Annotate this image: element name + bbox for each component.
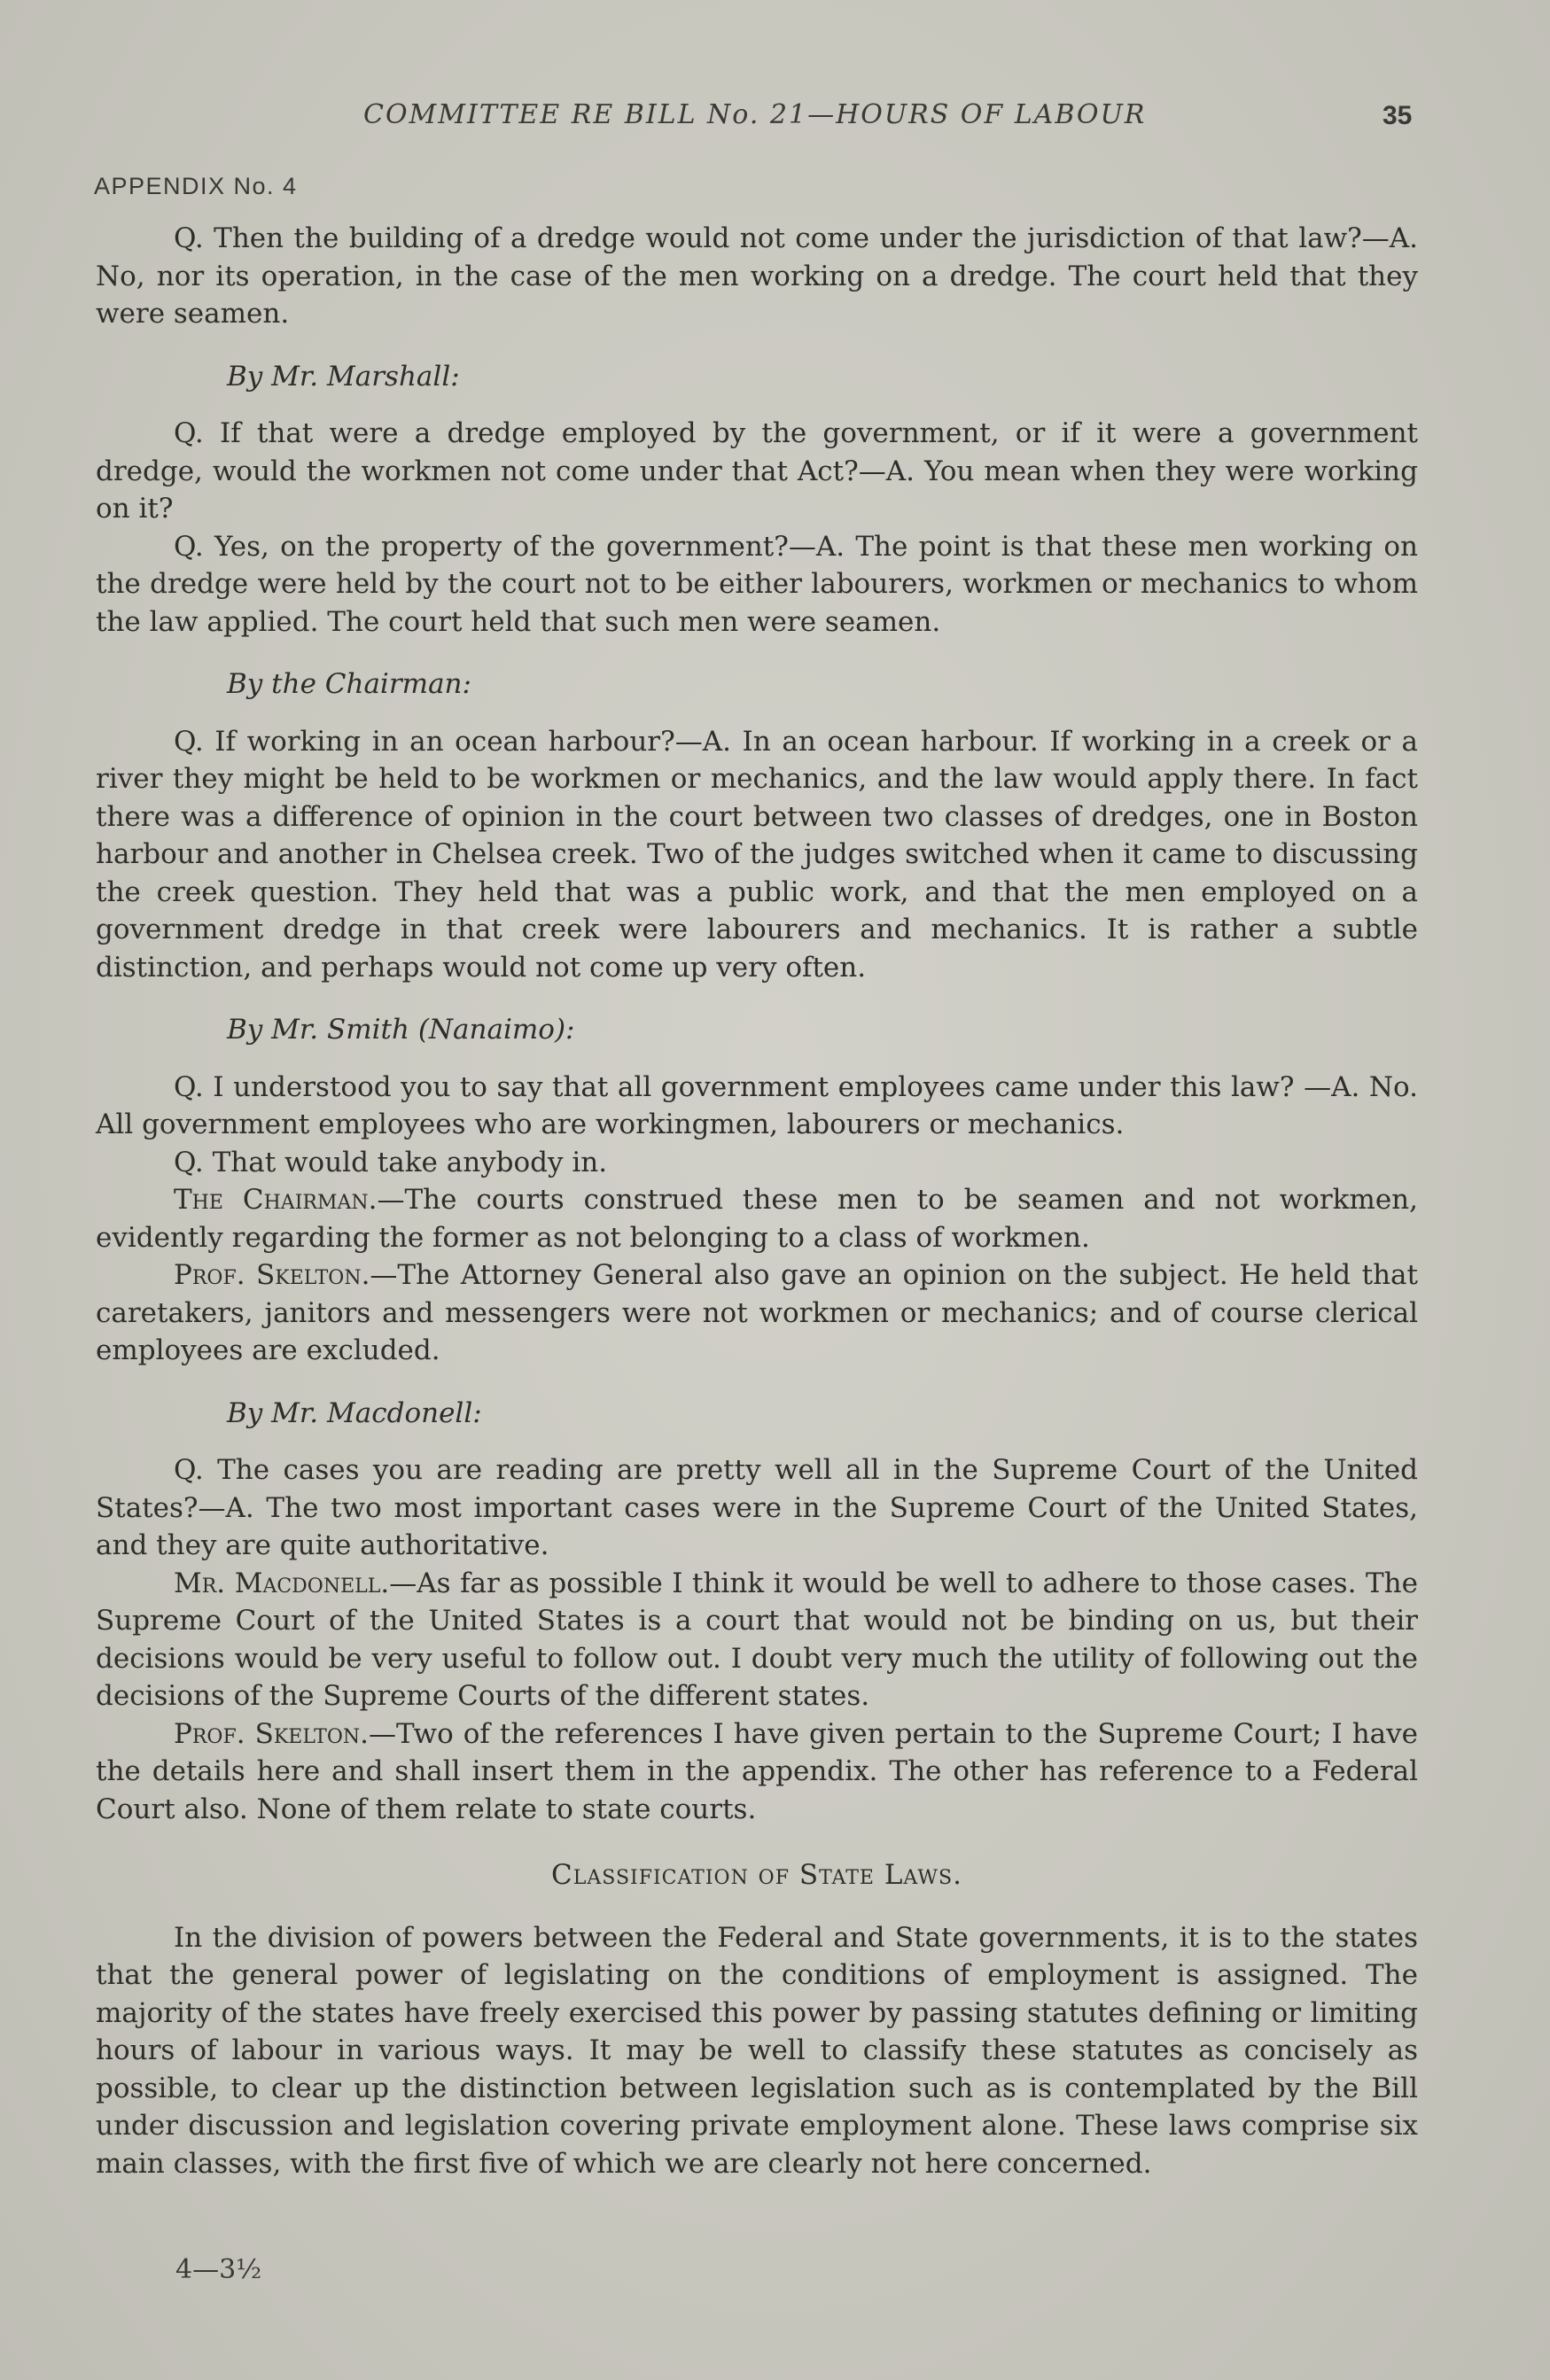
speaker-paragraph <box>96 1256 1418 1370</box>
speaker-paragraph <box>96 1715 1418 1829</box>
speaker-text: —The courts construed these men to be seamen and not workmen, evidently regarding the former as not belonging to a class of workmen. <box>96 1184 1418 1254</box>
paragraph: In the division of powers between the Federal and State governments, it is to the states that the general power of legislating on the conditions of employment is assigned. The majority of the states have freely exercised this power by passing statutes defining or limiting hours of labour in various ways. It may be well to classify these statutes as concisely as possible, to clear up the distinction between legislation such as is contemplated by the Bill under discussion and legislation covering private employment alone. These laws comprise six main classes, with the first five of which we are clearly not here concerned. <box>96 1921 1418 2180</box>
page-header <box>0 99 1550 135</box>
paragraph: Q. If that were a dredge employed by the government, or if it were a government dredge, would the workmen not come under that Act?—A. You mean when they were working on it? <box>96 417 1418 525</box>
page-number: 35 <box>1383 101 1413 130</box>
paragraph: Q. Then the building of a dredge would not come under the jurisdiction of that law?—A. No, nor its operation, in the case of the men working on a dredge. The court held that they were seamen. <box>96 222 1418 330</box>
speaker-text: —The Attorney General also gave an opinion on the subject. He held that caretakers, janitors and messengers were not workmen or mechanics; and of course clerical employees are excluded. <box>96 1259 1418 1366</box>
speaker-text: —As far as possible I think it would be well to adhere to those cases. The Supreme Court of the United States is a court that would not be binding on us, but their decisions would be very useful to follow out. I doubt very much the utility of following out the decisions of the Supreme Courts of the different states. <box>96 1567 1418 1712</box>
speaker-name: Prof. Skelton. <box>174 1717 369 1750</box>
running-title: COMMITTEE RE BILL No. 21—HOURS OF LABOUR <box>363 99 1147 130</box>
signature-mark: 4—3½ <box>175 2254 262 2285</box>
paragraph: Q. That would take anybody in. <box>174 1146 608 1178</box>
paragraph: Q. The cases you are reading are pretty well all in the Supreme Court of the United States?—A. The two most important cases were in the Supreme Court of the United States, and they are quite authoritative. <box>96 1454 1418 1561</box>
speaker-paragraph <box>96 1565 1418 1715</box>
byline: By Mr. Macdonell: <box>227 1396 482 1429</box>
speaker-name: Prof. Skelton. <box>174 1259 370 1291</box>
speaker-text: —Two of the references I have given pertain to the Supreme Court; I have the details here and shall insert them in the appendix. The other has reference to a Federal Court also. None of them relate to state courts. <box>96 1717 1419 1825</box>
byline: By Mr. Marshall: <box>227 360 460 393</box>
byline: By the Chairman: <box>227 668 471 700</box>
byline: By Mr. Smith (Nanaimo): <box>227 1014 575 1046</box>
appendix-label: APPENDIX No. 4 <box>94 173 298 199</box>
section-heading: Classification of State Laws. <box>551 1859 962 1891</box>
speaker-paragraph <box>96 1181 1418 1256</box>
paragraph: Q. If working in an ocean harbour?—A. In an ocean harbour. If working in a creek or a river they might be held to be workmen or mechanics, and the law would apply there. In fact there was a difference of opinion in the court between two classes of dredges, one in Boston harbour and another in Chelsea creek. Two of the judges switched when it came to discussing the creek question. They held that was a public work, and that the men employed on a government dredge in that creek were labourers and mechanics. It is rather a subtle distinction, and perhaps would not come up very often. <box>96 725 1418 984</box>
speaker-name: Mr. Macdonell. <box>174 1567 390 1599</box>
paragraph: Q. Yes, on the property of the government?—A. The point is that these men working on the dredge were held by the court not to be either labourers, workmen or mechanics to whom the law applied. The court held that such men were seamen. <box>96 530 1418 638</box>
speaker-name: The Chairman. <box>174 1184 378 1216</box>
body-text <box>96 220 1418 2182</box>
paragraph: Q. I understood you to say that all government employees came under this law? —A. No. All government employees who are workingmen, labourers or mechanics. <box>96 1070 1418 1140</box>
